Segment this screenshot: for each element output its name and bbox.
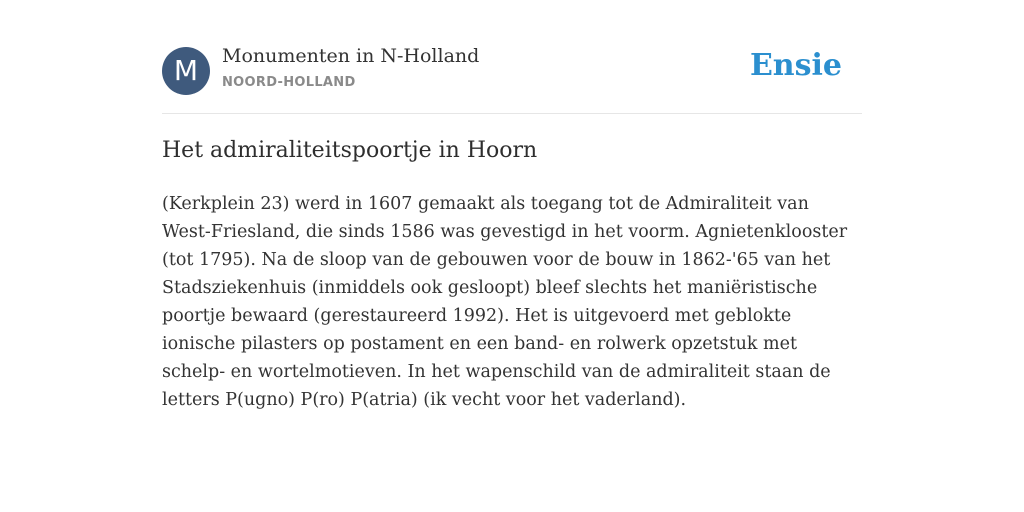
ensie-logo[interactable]: Ensie — [749, 48, 842, 83]
article-body: (Kerkplein 23) werd in 1607 gemaakt als toegang tot de Admiraliteit van West-Friesland, die sinds 1586 was gevestigd in het voorm. Agnietenklooster (tot 1795). Na de sloop van de gebouwen voor de bouw in 1862-'65 van het Stadsziekenhuis (inmiddels ook gesloopt) bleef slechts het maniëristische poortje bewaard (gerestaureerd 1992). Het is uitgevoerd met geblokte ionische pilasters op postament en een band- en rolwerk opzetstuk met schelp- en wortelmotieven. In het wapenschild van de admiraliteit staan de letters P(ugno) P(ro) P(atria) (ik vecht voor het vaderland). — [162, 194, 848, 410]
article-title: Het admiraliteitspoortje in Hoorn — [162, 138, 538, 163]
source-name[interactable]: Monumenten in N-Holland — [222, 45, 480, 67]
source-avatar[interactable]: M — [162, 47, 210, 95]
header — [162, 0, 862, 114]
source-region: NOORD-HOLLAND — [222, 75, 356, 90]
content-container — [162, 0, 862, 410]
